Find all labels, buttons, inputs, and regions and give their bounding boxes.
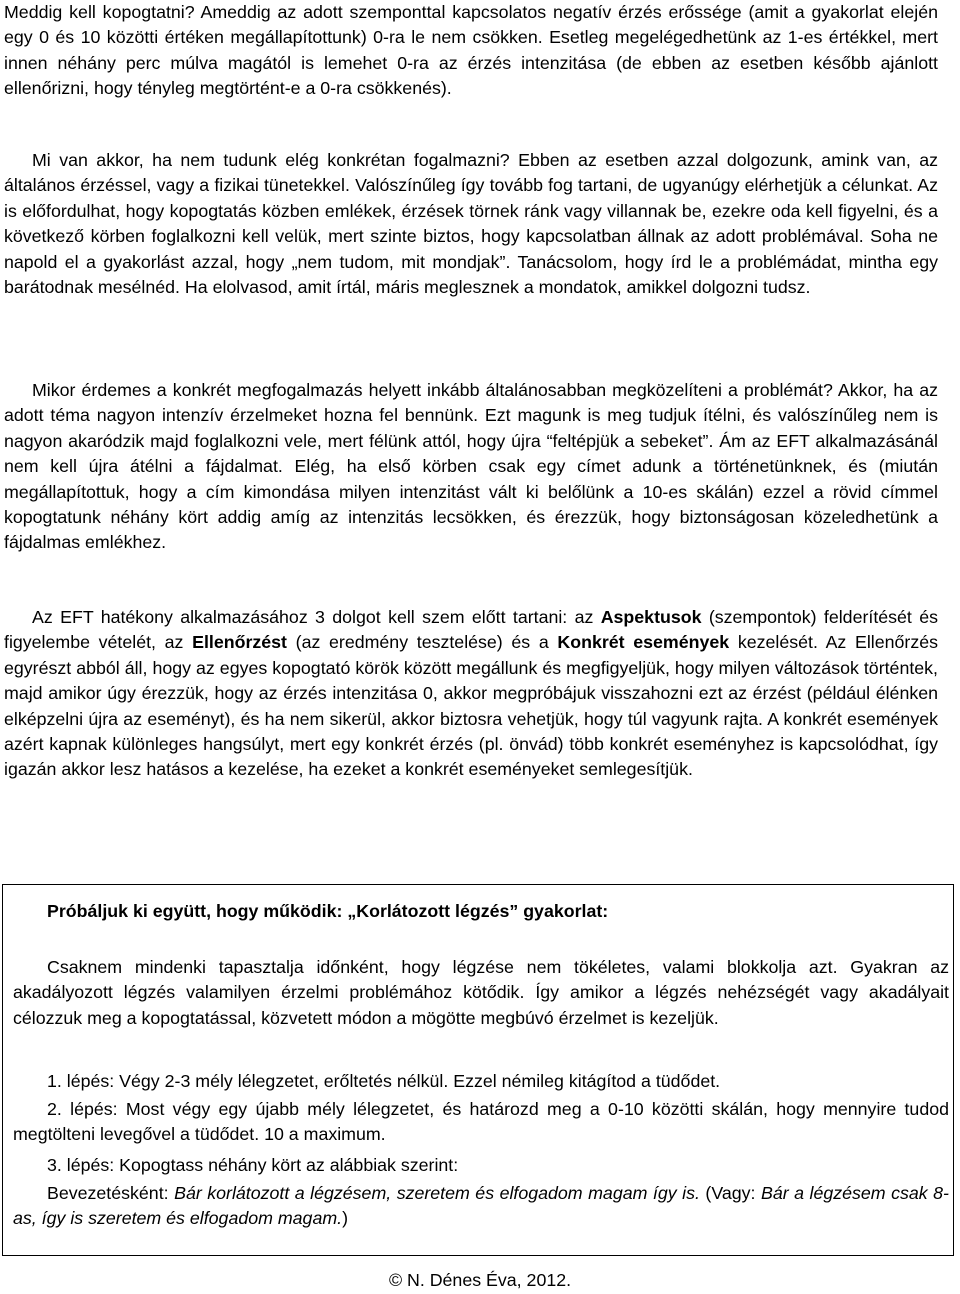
paragraph-text: kezelését. Az Ellenőrzés egyrészt abból áll, hogy az egyes kopogtató körök között megállunk és megfigyeljük, hogy milyen változások történtek, majd amikor úgy érezzük, hogy az érzés intenzitása 0, akkor megpróbájuk visszahozni ezt az érzést (például élénken elképzelni újra az eseményt), és ha nem sikerül, akkor biztosra vehetjük, hogy túl vagyunk rajta. A konkrét események azért kapnak különleges hangsúlyt, mert egy konkrét érzés (pl. önvád) több konkrét eseményhez is kapcsolódhat, így igazán akkor lesz hatásos a kezelése, ha ezeket a konkrét eseményeket semlegesítjük. — [4, 632, 939, 780]
exercise-setup — [13, 1181, 949, 1232]
exercise-title: Próbáljuk ki együtt, hogy működik: „Korlátozott légzés” gyakorlat: — [47, 901, 609, 921]
paragraph-text: (szempontok) felderítését és figyelembe vételét, az — [4, 607, 938, 653]
paragraph-stopping-criteria: Meddig kell kopogtatni? Ameddig az adott szemponttal kapcsolatos negatív érzés erőssége (amit a gyakorlat elején egy 0 és 10 közötti értéken megállapítottunk) 0-ra le nem csökken. Esetleg megelégedhetünk az 1-es értékkel, mert innen néhány perc múlva magától is lemehet 0-ra az érzés intenzitása (de ebben az esetben később ajánlott ellenőrizni, hogy tényleg megtörtént-e a 0-ra csökkenés). — [4, 2, 938, 99]
term-ellenorzes: Ellenőrzést — [192, 632, 287, 653]
term-konkret-esemenyek: Konkrét események — [557, 632, 730, 653]
paragraph-general-approach — [4, 378, 938, 556]
setup-statement-1: Bár korlátozott a légzésem, szeretem és elfogadom magam így is. — [174, 1183, 700, 1203]
copyright-footer: © N. Dénes Éva, 2012. — [388, 1270, 572, 1290]
paragraph-text: (az eredmény tesztelése) és a — [286, 632, 558, 653]
exercise-step-1: 1. lépés: Végy 2-3 mély lélegzetet, erőltetés nélkül. Ezzel némileg kitágítod a tüdődet. — [47, 1071, 721, 1091]
setup-label: Bevezetésként: — [47, 1183, 175, 1203]
exercise-intro: Csaknem mindenki tapasztalja időnként, hogy légzése nem tökéletes, valami blokkolja azt. Gyakran az akadályozott légzés valamilyen érzelmi problémához kötődik. Így amikor a légzés nehézségét vagy akadályait célozzuk meg a kopogtatással, közvetett módon a mögötte megbúvó érzelmet is kezeljük. — [13, 957, 949, 1028]
paragraph-not-specific — [4, 148, 938, 300]
setup-alt-label: (Vagy: — [699, 1183, 761, 1203]
setup-statement-2: Bár a légzésem csak 8-as, így is szeretem és elfogadom magam. — [13, 1183, 949, 1229]
exercise-box — [2, 884, 954, 1256]
paragraph-text: Az EFT hatékony alkalmazásához 3 dolgot kell szem előtt tartani: az — [32, 607, 601, 627]
setup-close-paren: ) — [342, 1208, 349, 1229]
paragraph-text: Mikor érdemes a konkrét megfogalmazás helyett inkább általánosabban megközelíteni a problémát? Akkor, ha az adott téma nagyon intenzív érzelmeket hozna fel bennünk. Ezt magunk is meg tudjuk ítélni, és valószínűleg nem is nagyon akaródzik majd foglalkozni vele, mert félünk attól, hogy újra “feltépjük a sebeket”. Ám az EFT alkalmazásánál nem kell újra átélni a fájdalmat. Elég, ha első körben csak egy címet adunk a történetünknek, és (miután megállapítottuk, hogy a cím kimondása milyen intenzitást vált ki belőlünk a 10-es skálán) ezzel a rövid címmel kopogtatunk néhány kört addig amíg az intenzitás lecsökken, és érezzük, hogy biztonságosan közeledhetünk a fájdalmas emlékhez. — [4, 380, 938, 553]
paragraph-three-things — [4, 605, 938, 783]
exercise-step-3: 3. lépés: Kopogtass néhány kört az alábbiak szerint: — [47, 1155, 459, 1175]
exercise-step-2: 2. lépés: Most végy egy újabb mély lélegzetet, és határozd meg a 0-10 közötti skálán, hogy mennyire tudod megtölteni levegővel a tüdődet. 10 a maximum. — [13, 1099, 949, 1145]
paragraph-text: Mi van akkor, ha nem tudunk elég konkrétan fogalmazni? Ebben az esetben azzal dolgozunk, amink van, az általános érzéssel, vagy a fizikai tünetekkel. Valószínűleg így tovább fog tartani, de ugyanúgy elérhetjük a célunkat. Az is előfordulhat, hogy kopogtatás közben emlékek, érzések törnek ránk vagy villannak be, ezekre oda kell figyelni, és a következő körben foglalkozni kell velük, mert szinte biztos, hogy kapcsolatban állnak az adott problémával. Soha ne napold el a gyakorlást azzal, hogy „nem tudom, mit mondjak”. Tanácsolom, hogy írd le a problémádat, mintha egy barátodnak mesélnéd. Ha elolvasod, amit írtál, máris meglesznek a mondatok, amikkel dolgozni tudsz. — [4, 150, 938, 298]
term-aspektusok: Aspektusok — [600, 607, 702, 627]
